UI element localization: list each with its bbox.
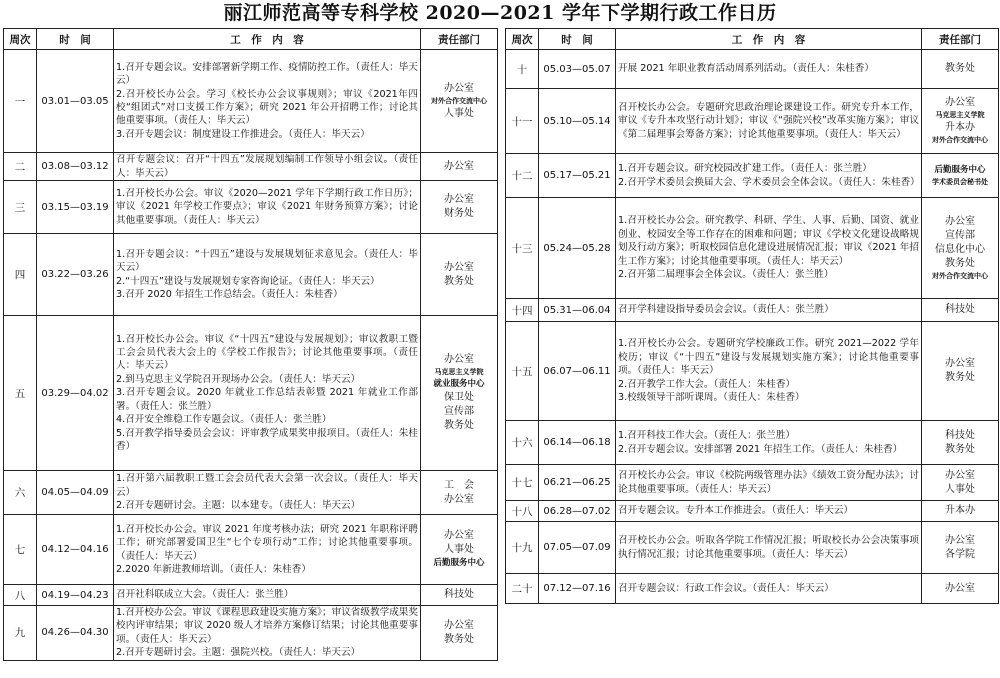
calendar-table-right (505, 28, 999, 604)
dept-cell (421, 515, 498, 585)
dept-cell (421, 50, 498, 153)
dept-cell (922, 501, 999, 522)
content-cell (616, 89, 922, 154)
table-row (506, 522, 999, 574)
date-cell: 07.12—07.16 (539, 574, 616, 604)
date-cell: 06.28—07.02 (539, 501, 616, 522)
dept-name: 办公室 (444, 619, 474, 631)
content-item: 召开学科建设指导委员会会议。（责任人：张兰胜） (618, 304, 834, 316)
dept-name: 办公室 (945, 534, 975, 546)
date-cell: 07.05—07.09 (539, 522, 616, 574)
week-cell: 三 (4, 181, 37, 234)
content-item: 1.召开校长办公会。研究教学、科研、学生、人事、后勤、国资、就业创业、校园安全等工作存在的困难和问题；审议《学校文化建设战略规划及行动方案》；听取校园信息化建设进展情况汇报；审议《2021 年招生工作方案》；讨论其他重要事项。（责任人：毕天云） (618, 215, 919, 267)
content-item: 2.召开学术委员会换届大会、学术委员会全体会议。（责任人：朱桂香） (618, 176, 920, 188)
content-item: 召开社科联成立大会。（责任人：张兰胜） (116, 589, 294, 601)
dept-name: 办公室 (444, 493, 474, 505)
dept-cell (421, 181, 498, 234)
table-row (506, 50, 999, 89)
dept-cell (421, 471, 498, 515)
table-row (4, 471, 498, 515)
dept-cell (421, 585, 498, 606)
dept-cell (922, 89, 999, 154)
week-cell: 七 (4, 515, 37, 585)
content-item: 3.校级领导干部听课周。（责任人：朱桂香） (618, 392, 805, 404)
content-item: 1.召开校长办公会。审议《“十四五”建设与发展规划》；审议教职工暨工会会员代表大会上的《学校工作报告》；讨论其他重要事项。（责任人：毕天云） (116, 333, 418, 372)
dept-name: 办公室 (945, 97, 975, 108)
dept-name: 保卫处 (444, 392, 474, 403)
dept-name: 学术委员会秘书处 (932, 177, 988, 186)
content-cell (114, 471, 421, 515)
dept-name: 教务处 (945, 372, 975, 383)
week-cell: 十四 (506, 299, 539, 322)
dept-name: 马克思主义学院 (434, 368, 484, 376)
calendar-table-left (3, 28, 498, 661)
content-cell (616, 50, 922, 89)
date-cell: 04.19—04.23 (37, 585, 114, 606)
header-dept: 责任部门 (922, 29, 999, 50)
content-item: 1.召开专题会议。研究校园改扩建工作。（责任人：张兰胜） (618, 163, 872, 175)
week-cell: 十 (506, 50, 539, 89)
content-item: 3.召开专题会议。2020 年就业工作总结表彰暨 2021 年就业工作部署。（责任人：张兰胜） (116, 387, 418, 412)
content-cell (114, 515, 421, 585)
content-cell (616, 154, 922, 198)
content-item: 2.到马克思主义学院召开现场办公会。（责任人：毕天云） (116, 373, 361, 385)
content-cell (616, 198, 922, 299)
content-item: 1.召开科技工作大会。（责任人：张兰胜） (618, 430, 796, 442)
date-cell: 05.31—06.04 (539, 299, 616, 322)
content-item: 2.召开第二届理事会全体会议。（责任人：张兰胜） (618, 269, 834, 281)
table-row (4, 50, 498, 153)
dept-cell (922, 421, 999, 465)
date-cell: 03.15—03.19 (37, 181, 114, 234)
dept-cell (922, 154, 999, 198)
dept-name: 办公室 (945, 358, 975, 369)
dept-name: 信息化中心 (935, 243, 985, 255)
table-row (506, 299, 999, 322)
header-date: 时 间 (37, 29, 114, 50)
dept-name: 办公室 (444, 261, 474, 273)
date-cell: 06.21—06.25 (539, 465, 616, 501)
date-cell: 03.08—03.12 (37, 153, 114, 181)
dept-name: 办公室 (444, 160, 474, 172)
dept-name: 教务处 (444, 420, 474, 431)
dept-name: 人事处 (444, 107, 474, 119)
content-item: 2.召开校长办公会。学习《校长办公会议事规则》；审议《2021年四校“组团式”对口支援工作方案》；研究 2021 年公开招聘工作；讨论其他重要事项。（责任人：毕天云） (116, 88, 418, 127)
dept-name: 教务处 (945, 257, 975, 269)
week-cell: 十二 (506, 154, 539, 198)
week-cell: 十七 (506, 465, 539, 501)
content-cell (114, 181, 421, 234)
table-row (506, 421, 999, 465)
header-dept: 责任部门 (421, 29, 498, 50)
dept-name: 办公室 (444, 194, 474, 205)
week-cell: 八 (4, 585, 37, 606)
table-row (506, 198, 999, 299)
content-item: 3.召开专题会议：制度建设工作推进会。（责任人：毕天云） (116, 128, 370, 140)
page-title: 丽江师范高等专科学校 2020—2021 学年下学期行政工作日历 (223, 2, 777, 24)
dept-name: 宣传部 (444, 406, 474, 417)
dept-name: 办公室 (444, 530, 474, 541)
date-cell: 05.03—05.07 (539, 50, 616, 89)
header-date: 时 间 (539, 29, 616, 50)
table-row (4, 515, 498, 585)
week-cell: 十八 (506, 501, 539, 522)
dept-name: 教务处 (945, 443, 975, 455)
content-item: 5.召开教学指导委员会会议：评审教学成果奖申报项目。（责任人：朱桂香） (116, 427, 418, 452)
week-cell: 十九 (506, 522, 539, 574)
content-cell (616, 421, 922, 465)
content-item: 2.召开教学工作大会。（责任人：朱桂香） (618, 378, 796, 390)
dept-cell (922, 465, 999, 501)
dept-name: 宣传部 (945, 229, 975, 241)
content-cell (616, 465, 922, 501)
content-item: 1.召开校长办公会。审议 2021 年度考核办法；研究 2021 年职称评聘工作；研究部署爱国卫生“七个专项行动”工作；讨论其他重要事项。（责任人：毕天云） (116, 523, 418, 562)
table-row (506, 154, 999, 198)
content-item: 2.2020 年新进教师培训。（责任人：朱桂香） (116, 563, 311, 575)
week-cell: 十六 (506, 421, 539, 465)
table-row (506, 501, 999, 522)
content-item: 召开专题会议。专升本工作推进会。（责任人：毕天云） (618, 505, 854, 517)
date-cell: 04.26—04.30 (37, 606, 114, 661)
week-cell: 二十 (506, 574, 539, 604)
dept-name: 工 会 (444, 479, 474, 491)
content-item: 1.召开校办公会。审议《课程思政建设实施方案》；审议省级教学成果奖校内评审结果；审议 2020 级人才培养方案修订结果；讨论其他重要事项。（责任人：毕天云） (116, 607, 418, 645)
content-item: 2.召开专题研讨会。主题：以本建专。（责任人：毕天云） (116, 500, 361, 512)
dept-name: 各学院 (945, 548, 975, 560)
table-row (506, 574, 999, 604)
date-cell: 06.14—06.18 (539, 421, 616, 465)
date-cell: 03.22—03.26 (37, 234, 114, 316)
content-item: 1.召开第六届教职工暨工会会员代表大会第一次会议。（责任人：毕天云） (116, 473, 418, 498)
content-item: 2.“十四五”建设与发展规划专家咨询论证。（责任人：毕天云） (116, 275, 380, 287)
content-item: 1.召开专题会议：“十四五”建设与发展规划征求意见会。（责任人：毕天云） (116, 248, 418, 274)
header-week: 周次 (4, 29, 37, 50)
week-cell: 六 (4, 471, 37, 515)
content-item: 4.召开安全维稳工作专题会议。（责任人：张兰胜） (116, 414, 332, 426)
date-cell: 04.12—04.16 (37, 515, 114, 585)
table-row (4, 181, 498, 234)
date-cell: 04.05—04.09 (37, 471, 114, 515)
table-row (4, 606, 498, 661)
week-cell: 九 (4, 606, 37, 661)
dept-cell (421, 316, 498, 471)
content-cell (114, 316, 421, 471)
week-cell: 二 (4, 153, 37, 181)
week-cell: 五 (4, 316, 37, 471)
dept-name: 财务处 (444, 208, 474, 219)
table-row (506, 465, 999, 501)
dept-cell (421, 153, 498, 181)
week-cell: 四 (4, 234, 37, 316)
date-cell: 05.10—05.14 (539, 89, 616, 154)
dept-name: 人事处 (444, 544, 474, 555)
dept-name: 对外合作交流中心 (431, 96, 487, 105)
dept-name: 教务处 (444, 275, 474, 287)
content-item: 2.召开专题会议。安排部署 2021 年招生工作。（责任人：朱桂香） (618, 443, 903, 455)
dept-name: 办公室 (444, 82, 474, 94)
dept-name: 对外合作交流中心 (932, 136, 988, 144)
dept-cell (922, 50, 999, 89)
content-cell (616, 299, 922, 322)
dept-cell (421, 606, 498, 661)
week-cell: 十一 (506, 89, 539, 154)
dept-name: 就业服务中心 (433, 379, 485, 389)
dept-name: 办公室 (945, 582, 975, 594)
table-row (4, 153, 498, 181)
table-row (4, 234, 498, 316)
dept-name: 教务处 (444, 633, 474, 645)
content-cell (114, 50, 421, 153)
content-cell (114, 585, 421, 606)
table-row (506, 89, 999, 154)
content-item: 开展 2021 年职业教育活动周系列活动。（责任人：朱桂香） (618, 63, 874, 75)
date-cell: 05.24—05.28 (539, 198, 616, 299)
dept-cell (922, 574, 999, 604)
dept-cell (922, 322, 999, 421)
week-cell: 十三 (506, 198, 539, 299)
week-cell: 十五 (506, 322, 539, 421)
dept-name: 办公室 (945, 469, 975, 481)
dept-name: 科技处 (945, 429, 975, 441)
date-cell: 03.01—03.05 (37, 50, 114, 153)
content-item: 1.召开校长办公会。审议《2020—2021 学年下学期行政工作日历》；审议《2021 年学校工作要点》；审议《2021 年财务预算方案》；讨论其他重要事项。（责任人：毕天云） (116, 187, 418, 226)
content-item: 3.召开 2020 年招生工作总结会。（责任人：朱桂香） (116, 288, 343, 300)
date-cell: 05.17—05.21 (539, 154, 616, 198)
table-row (4, 585, 498, 606)
content-cell (616, 522, 922, 574)
table-row (4, 316, 498, 471)
date-cell: 03.29—04.02 (37, 316, 114, 471)
dept-name: 升本办 (945, 505, 975, 516)
content-cell (114, 153, 421, 181)
dept-name: 后勤服务中心 (433, 558, 485, 568)
dept-cell (421, 234, 498, 316)
table-row (506, 322, 999, 421)
content-item: 召开专题会议：召开“十四五”发展规划编制工作领导小组会议。（责任人：毕天云） (116, 154, 418, 179)
content-item: 召开校长办公会。听取各学院工作情况汇报；听取校长办公会决策事项执行情况汇报；讨论其他重要事项。（责任人：毕天云） (618, 535, 919, 560)
content-cell (616, 322, 922, 421)
dept-name: 办公室 (444, 354, 474, 365)
header-content: 工 作 内 容 (114, 29, 421, 50)
dept-name: 科技处 (444, 589, 474, 600)
dept-name: 对外合作交流中心 (932, 271, 988, 280)
dept-name: 马克思主义学院 (935, 111, 985, 119)
header-content: 工 作 内 容 (616, 29, 922, 50)
dept-cell (922, 299, 999, 322)
dept-name: 升本办 (945, 122, 975, 133)
content-cell (114, 606, 421, 661)
dept-name: 人事处 (945, 483, 975, 495)
dept-name: 办公室 (945, 215, 975, 227)
content-item: 1.召开专题会议。安排部署新学期工作、疫情防控工作。（责任人：毕天云） (116, 61, 418, 87)
dept-cell (922, 522, 999, 574)
header-week: 周次 (506, 29, 539, 50)
content-cell (616, 574, 922, 604)
content-cell (616, 501, 922, 522)
content-item: 1.召开校长办公会。专题研究学校廉政工作。研究 2021—2022 学年校历；审议《“十四五”建设与发展规划实施方案》；讨论其他重要事项。（责任人：毕天云） (618, 338, 919, 377)
content-item: 2.召开专题研讨会。主题：强院兴校。（责任人：毕天云） (116, 647, 361, 659)
dept-name: 教务处 (945, 63, 975, 74)
content-item: 召开校长办公会。审议《校院两级管理办法》《绩效工资分配办法》；讨论其他重要事项。（责任人：毕天云） (618, 470, 919, 495)
week-cell: 一 (4, 50, 37, 153)
dept-name: 后勤服务中心 (934, 164, 986, 175)
date-cell: 06.07—06.11 (539, 322, 616, 421)
dept-name: 科技处 (945, 304, 975, 315)
dept-cell (922, 198, 999, 299)
content-item: 召开校长办公会。专题研究思政治理论课建设工作。研究专升本工作，审议《专升本攻坚行动计划》；审议《“强院兴校”改革实施方案》；审议《第二届理事会筹备方案》；讨论其他重要事项。（责任人：毕天云） (618, 101, 919, 140)
content-cell (114, 234, 421, 316)
content-item: 召开专题会议：行政工作会议。（责任人：毕天云） (618, 582, 834, 594)
